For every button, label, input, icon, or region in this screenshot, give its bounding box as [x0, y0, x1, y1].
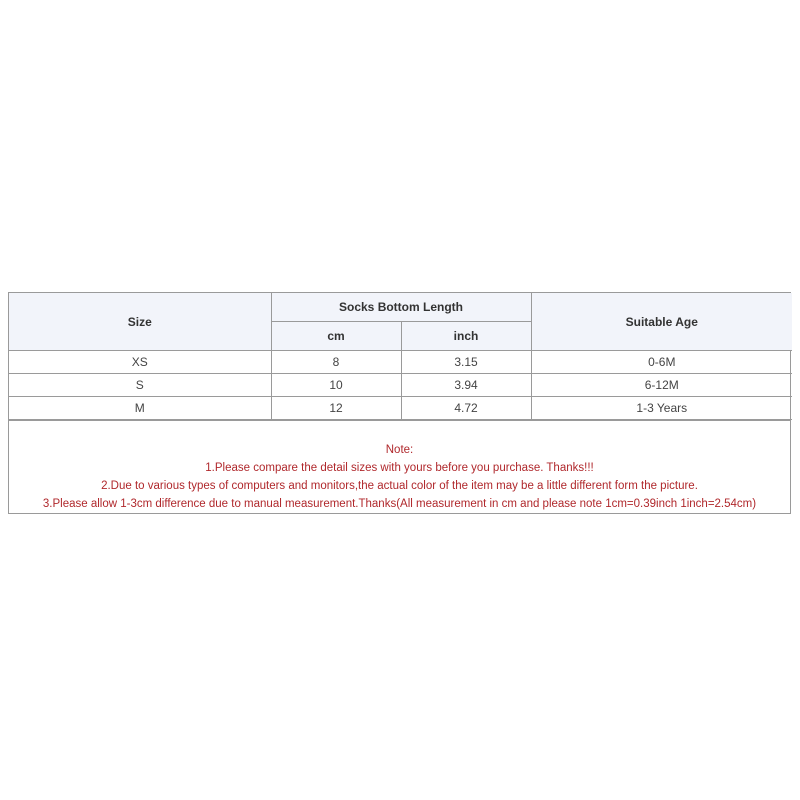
header-suitable-age: Suitable Age: [531, 293, 792, 351]
header-inch: inch: [401, 322, 531, 351]
note-line-2: 2.Due to various types of computers and monitors,the actual color of the item may be a little different form the picture.: [101, 480, 698, 492]
cell-size: XS: [9, 351, 271, 374]
cell-cm: 12: [271, 397, 401, 420]
header-socks-bottom-length: Socks Bottom Length: [271, 293, 531, 322]
cell-cm: 10: [271, 374, 401, 397]
size-table: [9, 293, 792, 420]
table-row: [9, 397, 792, 420]
cell-age: 6-12M: [531, 374, 792, 397]
table-row: [9, 374, 792, 397]
header-size: Size: [9, 293, 271, 351]
size-chart: [8, 292, 791, 514]
note-line-3: 3.Please allow 1-3cm difference due to manual measurement.Thanks(All measurement in cm and please note 1cm=0.39inch 1inch=2.54cm): [42, 498, 757, 510]
cell-size: S: [9, 374, 271, 397]
cell-inch: 3.15: [401, 351, 531, 374]
notes-section: [9, 420, 790, 513]
cell-age: 1-3 Years: [531, 397, 792, 420]
cell-age: 0-6M: [531, 351, 792, 374]
cell-inch: 4.72: [401, 397, 531, 420]
cell-cm: 8: [271, 351, 401, 374]
note-line-1: 1.Please compare the detail sizes with yours before you purchase. Thanks!!!: [205, 462, 594, 474]
table-header-row: [9, 293, 792, 322]
header-cm: cm: [271, 322, 401, 351]
notes-title: Note:: [385, 444, 414, 456]
cell-inch: 3.94: [401, 374, 531, 397]
table-row: [9, 351, 792, 374]
cell-size: M: [9, 397, 271, 420]
